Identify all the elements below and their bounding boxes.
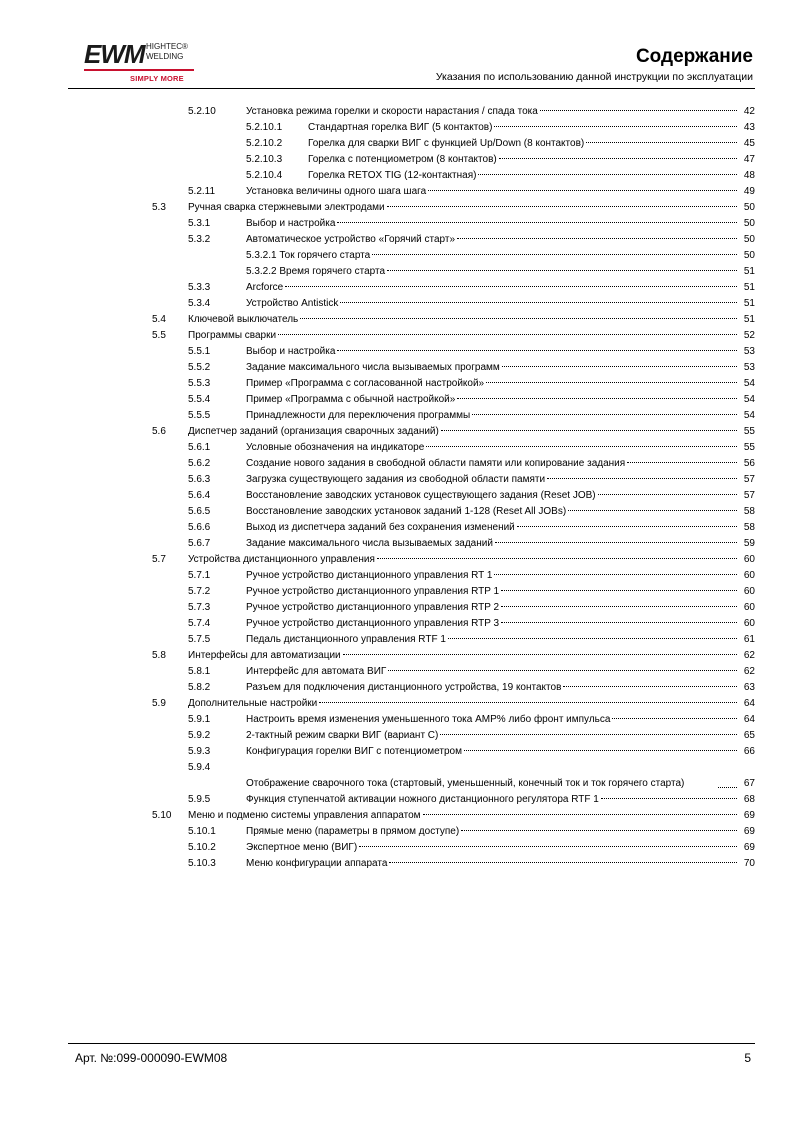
toc-number: 5.6.3	[188, 474, 211, 485]
toc-leader-dots	[388, 670, 737, 671]
toc-page: 69	[743, 826, 755, 837]
toc-leader-dots	[285, 286, 737, 287]
toc-entry[interactable]	[0, 200, 793, 216]
toc-entry-body	[246, 488, 755, 504]
toc-entry-body	[246, 392, 755, 408]
toc-entry[interactable]	[0, 120, 793, 136]
toc-page: 52	[743, 330, 755, 341]
toc-leader-dots	[389, 862, 737, 863]
logo-tagline: SIMPLY MORE	[130, 74, 184, 83]
toc-entry-body	[246, 504, 755, 520]
toc-number: 5.8	[152, 650, 166, 661]
toc-title: Программы сварки	[188, 330, 277, 341]
toc-page: 60	[743, 570, 755, 581]
toc-title: Пример «Программа с обычной настройкой»	[246, 394, 456, 405]
toc-entry-body	[308, 152, 755, 168]
toc-number: 5.2.10.2	[246, 138, 283, 149]
toc-entry[interactable]	[0, 504, 793, 520]
toc-entry[interactable]	[0, 840, 793, 856]
toc-entry-body	[246, 616, 755, 632]
toc-leader-dots	[586, 142, 737, 143]
toc-entry-body	[246, 280, 755, 296]
toc-title: Педаль дистанционного управления RTF 1	[246, 634, 446, 645]
toc-title: Задание максимального числа вызываемых программ	[246, 362, 500, 373]
toc-leader-dots	[423, 814, 737, 815]
toc-entry-body	[246, 536, 755, 552]
toc-title: Устройство Antistick	[246, 298, 339, 309]
toc-entry[interactable]	[0, 152, 793, 168]
toc-page: 61	[743, 634, 755, 645]
toc-title: Разъем для подключения дистанционного устройства, 19 контактов	[246, 682, 562, 693]
toc-leader-dots	[457, 238, 737, 239]
toc-leader-dots	[278, 334, 737, 335]
logo-hightec-line2: WELDING	[146, 52, 184, 61]
toc-title: Горелка RETOX TIG (12-контактная)	[308, 170, 477, 181]
toc-page: 54	[743, 394, 755, 405]
toc-leader-dots	[495, 542, 737, 543]
toc-entry-body	[246, 600, 755, 616]
toc-entry[interactable]	[0, 264, 793, 280]
toc-number: 5.9.4	[188, 762, 211, 773]
toc-page: 50	[743, 218, 755, 229]
toc-number: 5.6.7	[188, 538, 211, 549]
toc-number: 5.6.1	[188, 442, 211, 453]
toc-page: 47	[743, 154, 755, 165]
logo-hightec	[146, 42, 188, 62]
toc-entry-body	[246, 344, 755, 360]
toc-title: Создание нового задания в свободной области памяти или копирование задания	[246, 458, 626, 469]
toc-entry-body	[188, 328, 755, 344]
toc-leader-dots	[501, 606, 737, 607]
toc-title: Автоматическое устройство «Горячий старт»	[246, 234, 456, 245]
toc-entry[interactable]	[0, 312, 793, 328]
toc-page: 57	[743, 490, 755, 501]
toc-entry-body	[188, 552, 755, 568]
toc-entry[interactable]	[0, 856, 793, 872]
toc-entry[interactable]	[0, 168, 793, 184]
toc-number: 5.10.2	[188, 842, 216, 853]
toc-number: 5.6.6	[188, 522, 211, 533]
toc-entry-body	[246, 712, 755, 728]
toc-entry-body	[188, 424, 755, 440]
toc-title: Горелка для сварки ВИГ с функцией Up/Down (8 контактов)	[308, 138, 585, 149]
toc-number: 5.5	[152, 330, 166, 341]
toc-page: 70	[743, 858, 755, 869]
toc-page: 50	[743, 234, 755, 245]
toc-number: 5.3.2	[188, 234, 211, 245]
toc-page: 64	[743, 698, 755, 709]
toc-leader-dots	[598, 494, 737, 495]
toc-title: Выход из диспетчера заданий без сохранения изменений	[246, 522, 515, 533]
toc-leader-dots	[440, 734, 737, 735]
toc-leader-dots	[337, 222, 737, 223]
toc-entry[interactable]	[0, 296, 793, 312]
toc-page: 64	[743, 714, 755, 725]
toc-entry-body	[246, 104, 755, 120]
toc-page: 59	[743, 538, 755, 549]
toc-page: 62	[743, 650, 755, 661]
toc-leader-dots	[343, 654, 737, 655]
toc-entry[interactable]	[0, 696, 793, 712]
toc-entry[interactable]	[0, 680, 793, 696]
toc-number: 5.9	[152, 698, 166, 709]
toc-leader-dots	[464, 750, 737, 751]
toc-title: Установка режима горелки и скорости нарастания / спада тока	[246, 106, 538, 117]
toc-entry[interactable]	[0, 520, 793, 536]
toc-entry-body	[246, 376, 755, 392]
toc-entry[interactable]	[0, 824, 793, 840]
toc-entry-body	[246, 568, 755, 584]
toc-number: 5.10.3	[188, 858, 216, 869]
toc-title: Дополнительные настройки	[188, 698, 318, 709]
toc-leader-dots	[502, 366, 737, 367]
toc-leader-dots	[563, 686, 737, 687]
toc-title: Выбор и настройка	[246, 346, 336, 357]
toc-title: Ключевой выключатель	[188, 314, 299, 325]
toc-entry-body	[308, 120, 755, 136]
toc-title: Конфигурация горелки ВИГ с потенциометром	[246, 746, 462, 757]
toc-entry-body	[246, 744, 755, 760]
logo-hightec-line1: HIGHTEC®	[146, 42, 188, 51]
toc-entry[interactable]	[0, 424, 793, 440]
toc-entry[interactable]	[0, 328, 793, 344]
toc-number: 5.3.4	[188, 298, 211, 309]
toc-page: 66	[743, 746, 755, 757]
toc-title: Меню и подменю системы управления аппаратом	[188, 810, 421, 821]
toc-leader-dots	[517, 526, 737, 527]
toc-page: 50	[743, 202, 755, 213]
toc-title: Диспетчер заданий (организация сварочных заданий)	[188, 426, 439, 437]
toc-entry[interactable]	[0, 376, 793, 392]
toc-entry-body	[246, 456, 755, 472]
toc-title: Ручная сварка стержневыми электродами	[188, 202, 385, 213]
toc-entry-body	[246, 472, 755, 488]
toc-entry[interactable]	[0, 536, 793, 552]
toc-page: 42	[743, 106, 755, 117]
toc-title: Восстановление заводских установок заданий 1-128 (Reset All JOBs)	[246, 506, 567, 517]
toc-title: Установка величины одного шага шага	[246, 186, 427, 197]
toc-leader-dots	[300, 318, 737, 319]
toc-title: Прямые меню (параметры в прямом доступе)	[246, 826, 460, 837]
toc-number: 5.7	[152, 554, 166, 565]
toc-entry[interactable]	[0, 280, 793, 296]
toc-leader-dots	[340, 302, 737, 303]
toc-leader-dots	[426, 446, 737, 447]
toc-entry[interactable]	[0, 568, 793, 584]
toc-entry-body	[188, 696, 755, 712]
toc-entry[interactable]	[0, 248, 793, 264]
toc-title: 5.3.2.1 Ток горячего старта	[246, 250, 371, 261]
toc-entry-body	[188, 200, 755, 216]
toc-leader-dots	[478, 174, 737, 175]
toc-title: Устройства дистанционного управления	[188, 554, 375, 565]
toc-page: 51	[743, 266, 755, 277]
toc-page: 51	[743, 298, 755, 309]
toc-number: 5.2.10	[188, 106, 216, 117]
toc-entry-body	[246, 440, 755, 456]
toc-page: 58	[743, 522, 755, 533]
toc-page: 43	[743, 122, 755, 133]
toc-leader-dots	[461, 830, 737, 831]
toc-entry[interactable]	[0, 792, 793, 808]
toc-title: Отображение сварочного тока (стартовый, уменьшенный, конечный ток и ток горячего старта)	[246, 778, 685, 789]
toc-number: 5.5.5	[188, 410, 211, 421]
toc-entry-body	[246, 264, 755, 280]
toc-title: Интерфейсы для автоматизации	[188, 650, 341, 661]
toc-title: Стандартная горелка ВИГ (5 контактов)	[308, 122, 493, 133]
toc-entry[interactable]	[0, 488, 793, 504]
toc-leader-dots	[441, 430, 737, 431]
toc-entry-body	[246, 632, 755, 648]
toc-entry[interactable]	[0, 232, 793, 248]
toc-leader-dots	[501, 590, 737, 591]
toc-leader-dots	[540, 110, 737, 111]
toc-entry[interactable]	[0, 552, 793, 568]
toc-entry-body	[246, 520, 755, 536]
toc-entry-body	[246, 296, 755, 312]
toc-leader-dots	[457, 398, 737, 399]
toc-number: 5.3	[152, 202, 166, 213]
toc-entry[interactable]	[0, 712, 793, 728]
toc-leader-dots	[494, 574, 737, 575]
toc-page: 60	[743, 586, 755, 597]
toc-page: 48	[743, 170, 755, 181]
toc-title: Задание максимального числа вызываемых заданий	[246, 538, 493, 549]
toc-number: 5.7.4	[188, 618, 211, 629]
toc-leader-dots	[547, 478, 737, 479]
toc-leader-dots	[448, 638, 737, 639]
logo-bar	[84, 69, 194, 71]
toc-number: 5.5.1	[188, 346, 211, 357]
toc-leader-dots	[428, 190, 737, 191]
toc-number: 5.4	[152, 314, 166, 325]
toc-entry[interactable]	[0, 584, 793, 600]
toc-title: Экспертное меню (ВИГ)	[246, 842, 358, 853]
toc-number: 5.5.4	[188, 394, 211, 405]
toc-page: 53	[743, 346, 755, 357]
toc-number: 5.2.10.4	[246, 170, 283, 181]
toc-entry[interactable]	[0, 136, 793, 152]
toc-page: 60	[743, 602, 755, 613]
header-divider	[68, 88, 755, 89]
toc-title: Функция ступенчатой активации ножного дистанционного регулятора RTF 1	[246, 794, 599, 805]
footer-divider	[68, 1043, 755, 1044]
toc-page: 55	[743, 442, 755, 453]
toc-page: 55	[743, 426, 755, 437]
toc-entry[interactable]	[0, 392, 793, 408]
toc-entry[interactable]	[0, 216, 793, 232]
toc-entry-body	[246, 584, 755, 600]
toc-leader-dots	[601, 798, 737, 799]
toc-page: 60	[743, 618, 755, 629]
toc-leader-dots	[612, 718, 737, 719]
toc-title: Принадлежности для переключения программы	[246, 410, 471, 421]
toc-title: Загрузка существующего задания из свободной области памяти	[246, 474, 546, 485]
toc-entry[interactable]	[0, 744, 793, 760]
toc-leader-dots	[387, 270, 737, 271]
toc-title: Arcforce	[246, 282, 284, 293]
toc-number: 5.5.2	[188, 362, 211, 373]
toc-number: 5.7.3	[188, 602, 211, 613]
toc-leader-dots	[319, 702, 737, 703]
toc-title: Настроить время изменения уменьшенного тока AMP% либо фронт импульса	[246, 714, 611, 725]
toc-title: Ручное устройство дистанционного управления RTP 2	[246, 602, 500, 613]
toc-entry-body	[246, 664, 755, 680]
toc-number: 5.6.5	[188, 506, 211, 517]
table-of-contents	[0, 104, 793, 872]
toc-number: 5.2.10.1	[246, 122, 283, 133]
toc-entry-body	[246, 184, 755, 200]
logo-brand: EWM	[84, 39, 145, 69]
toc-leader-dots	[472, 414, 737, 415]
toc-entry-body	[246, 360, 755, 376]
toc-number: 5.5.3	[188, 378, 211, 389]
toc-number: 5.9.3	[188, 746, 211, 757]
toc-entry-body	[246, 248, 755, 264]
toc-number: 5.6.4	[188, 490, 211, 501]
toc-page: 63	[743, 682, 755, 693]
toc-page: 68	[743, 794, 755, 805]
toc-title: Ручное устройство дистанционного управления RT 1	[246, 570, 493, 581]
toc-entry[interactable]	[0, 632, 793, 648]
toc-page: 57	[743, 474, 755, 485]
toc-entry[interactable]	[0, 184, 793, 200]
toc-number: 5.9.2	[188, 730, 211, 741]
toc-number: 5.10.1	[188, 826, 216, 837]
toc-number: 5.7.2	[188, 586, 211, 597]
toc-number: 5.2.11	[188, 186, 216, 197]
toc-page: 54	[743, 378, 755, 389]
toc-page: 69	[743, 842, 755, 853]
toc-leader-dots	[486, 382, 737, 383]
toc-entry[interactable]	[0, 728, 793, 744]
toc-entry[interactable]	[0, 472, 793, 488]
toc-leader-dots	[377, 558, 737, 559]
toc-entry[interactable]	[0, 600, 793, 616]
toc-entry-body	[308, 136, 755, 152]
toc-leader-dots	[568, 510, 737, 511]
toc-number: 5.7.5	[188, 634, 211, 645]
toc-entry-body	[246, 856, 755, 872]
toc-title: Горелка с потенциометром (8 контактов)	[308, 154, 497, 165]
toc-entry[interactable]	[0, 648, 793, 664]
toc-page: 60	[743, 554, 755, 565]
toc-title: Выбор и настройка	[246, 218, 336, 229]
toc-number: 5.9.1	[188, 714, 211, 725]
toc-entry-body	[308, 168, 755, 184]
toc-leader-dots	[387, 206, 737, 207]
toc-entry[interactable]	[0, 104, 793, 120]
toc-entry-body	[246, 216, 755, 232]
toc-title: Восстановление заводских установок существующего задания (Reset JOB)	[246, 490, 596, 501]
toc-entry[interactable]	[0, 456, 793, 472]
toc-page: 53	[743, 362, 755, 373]
toc-number: 5.8.2	[188, 682, 211, 693]
toc-entry[interactable]	[0, 808, 793, 824]
toc-number: 5.6.2	[188, 458, 211, 469]
toc-entry[interactable]	[0, 360, 793, 376]
toc-entry-body	[188, 648, 755, 664]
page-number: 5	[744, 1051, 751, 1065]
toc-number: 5.6	[152, 426, 166, 437]
toc-entry-body	[246, 728, 755, 744]
toc-title: Ручное устройство дистанционного управления RTP 1	[246, 586, 500, 597]
toc-title: 5.3.2.2 Время горячего старта	[246, 266, 386, 277]
toc-entry[interactable]	[0, 664, 793, 680]
toc-number: 5.8.1	[188, 666, 211, 677]
toc-entry-body	[246, 792, 755, 808]
toc-leader-dots	[718, 787, 737, 788]
toc-leader-dots	[627, 462, 737, 463]
toc-entry-body	[246, 408, 755, 424]
page-subtitle: Указания по использованию данной инструкции по эксплуатации	[435, 71, 753, 83]
toc-entry-body	[246, 232, 755, 248]
toc-page: 45	[743, 138, 755, 149]
toc-number: 5.10	[152, 810, 172, 821]
toc-title: Меню конфигурации аппарата	[246, 858, 388, 869]
toc-number: 5.3.3	[188, 282, 211, 293]
toc-entry-body	[188, 312, 755, 328]
toc-title: Условные обозначения на индикаторе	[246, 442, 425, 453]
ewm-logo	[84, 40, 204, 85]
toc-page: 62	[743, 666, 755, 677]
toc-title: Пример «Программа с согласованной настройкой»	[246, 378, 485, 389]
article-number: Арт. №:099-000090-EWM08	[75, 1051, 228, 1065]
toc-entry[interactable]	[0, 408, 793, 424]
toc-title: Интерфейс для автомата ВИГ	[246, 666, 387, 677]
toc-page: 51	[743, 282, 755, 293]
toc-entry-body	[246, 680, 755, 696]
toc-title: Ручное устройство дистанционного управления RTP 3	[246, 618, 500, 629]
toc-entry-body	[188, 808, 755, 824]
toc-number: 5.2.10.3	[246, 154, 283, 165]
toc-entry[interactable]	[0, 440, 793, 456]
toc-page: 51	[743, 314, 755, 325]
toc-page: 54	[743, 410, 755, 421]
toc-entry[interactable]	[0, 616, 793, 632]
toc-entry[interactable]	[0, 760, 793, 792]
toc-entry[interactable]	[0, 344, 793, 360]
toc-page: 56	[743, 458, 755, 469]
toc-leader-dots	[372, 254, 737, 255]
toc-leader-dots	[499, 158, 737, 159]
toc-leader-dots	[337, 350, 737, 351]
toc-leader-dots	[501, 622, 737, 623]
toc-entry-body	[246, 760, 755, 792]
toc-page: 65	[743, 730, 755, 741]
toc-page: 50	[743, 250, 755, 261]
toc-page: 67	[743, 778, 755, 789]
page-title: Содержание	[635, 46, 753, 67]
toc-number: 5.7.1	[188, 570, 211, 581]
toc-page: 49	[743, 186, 755, 197]
toc-entry-body	[246, 824, 755, 840]
toc-number: 5.9.5	[188, 794, 211, 805]
toc-leader-dots	[494, 126, 737, 127]
toc-number: 5.3.1	[188, 218, 211, 229]
toc-title: 2-тактный режим сварки ВИГ (вариант C)	[246, 730, 439, 741]
toc-page: 69	[743, 810, 755, 821]
toc-page: 58	[743, 506, 755, 517]
toc-entry-body	[246, 840, 755, 856]
toc-leader-dots	[359, 846, 737, 847]
